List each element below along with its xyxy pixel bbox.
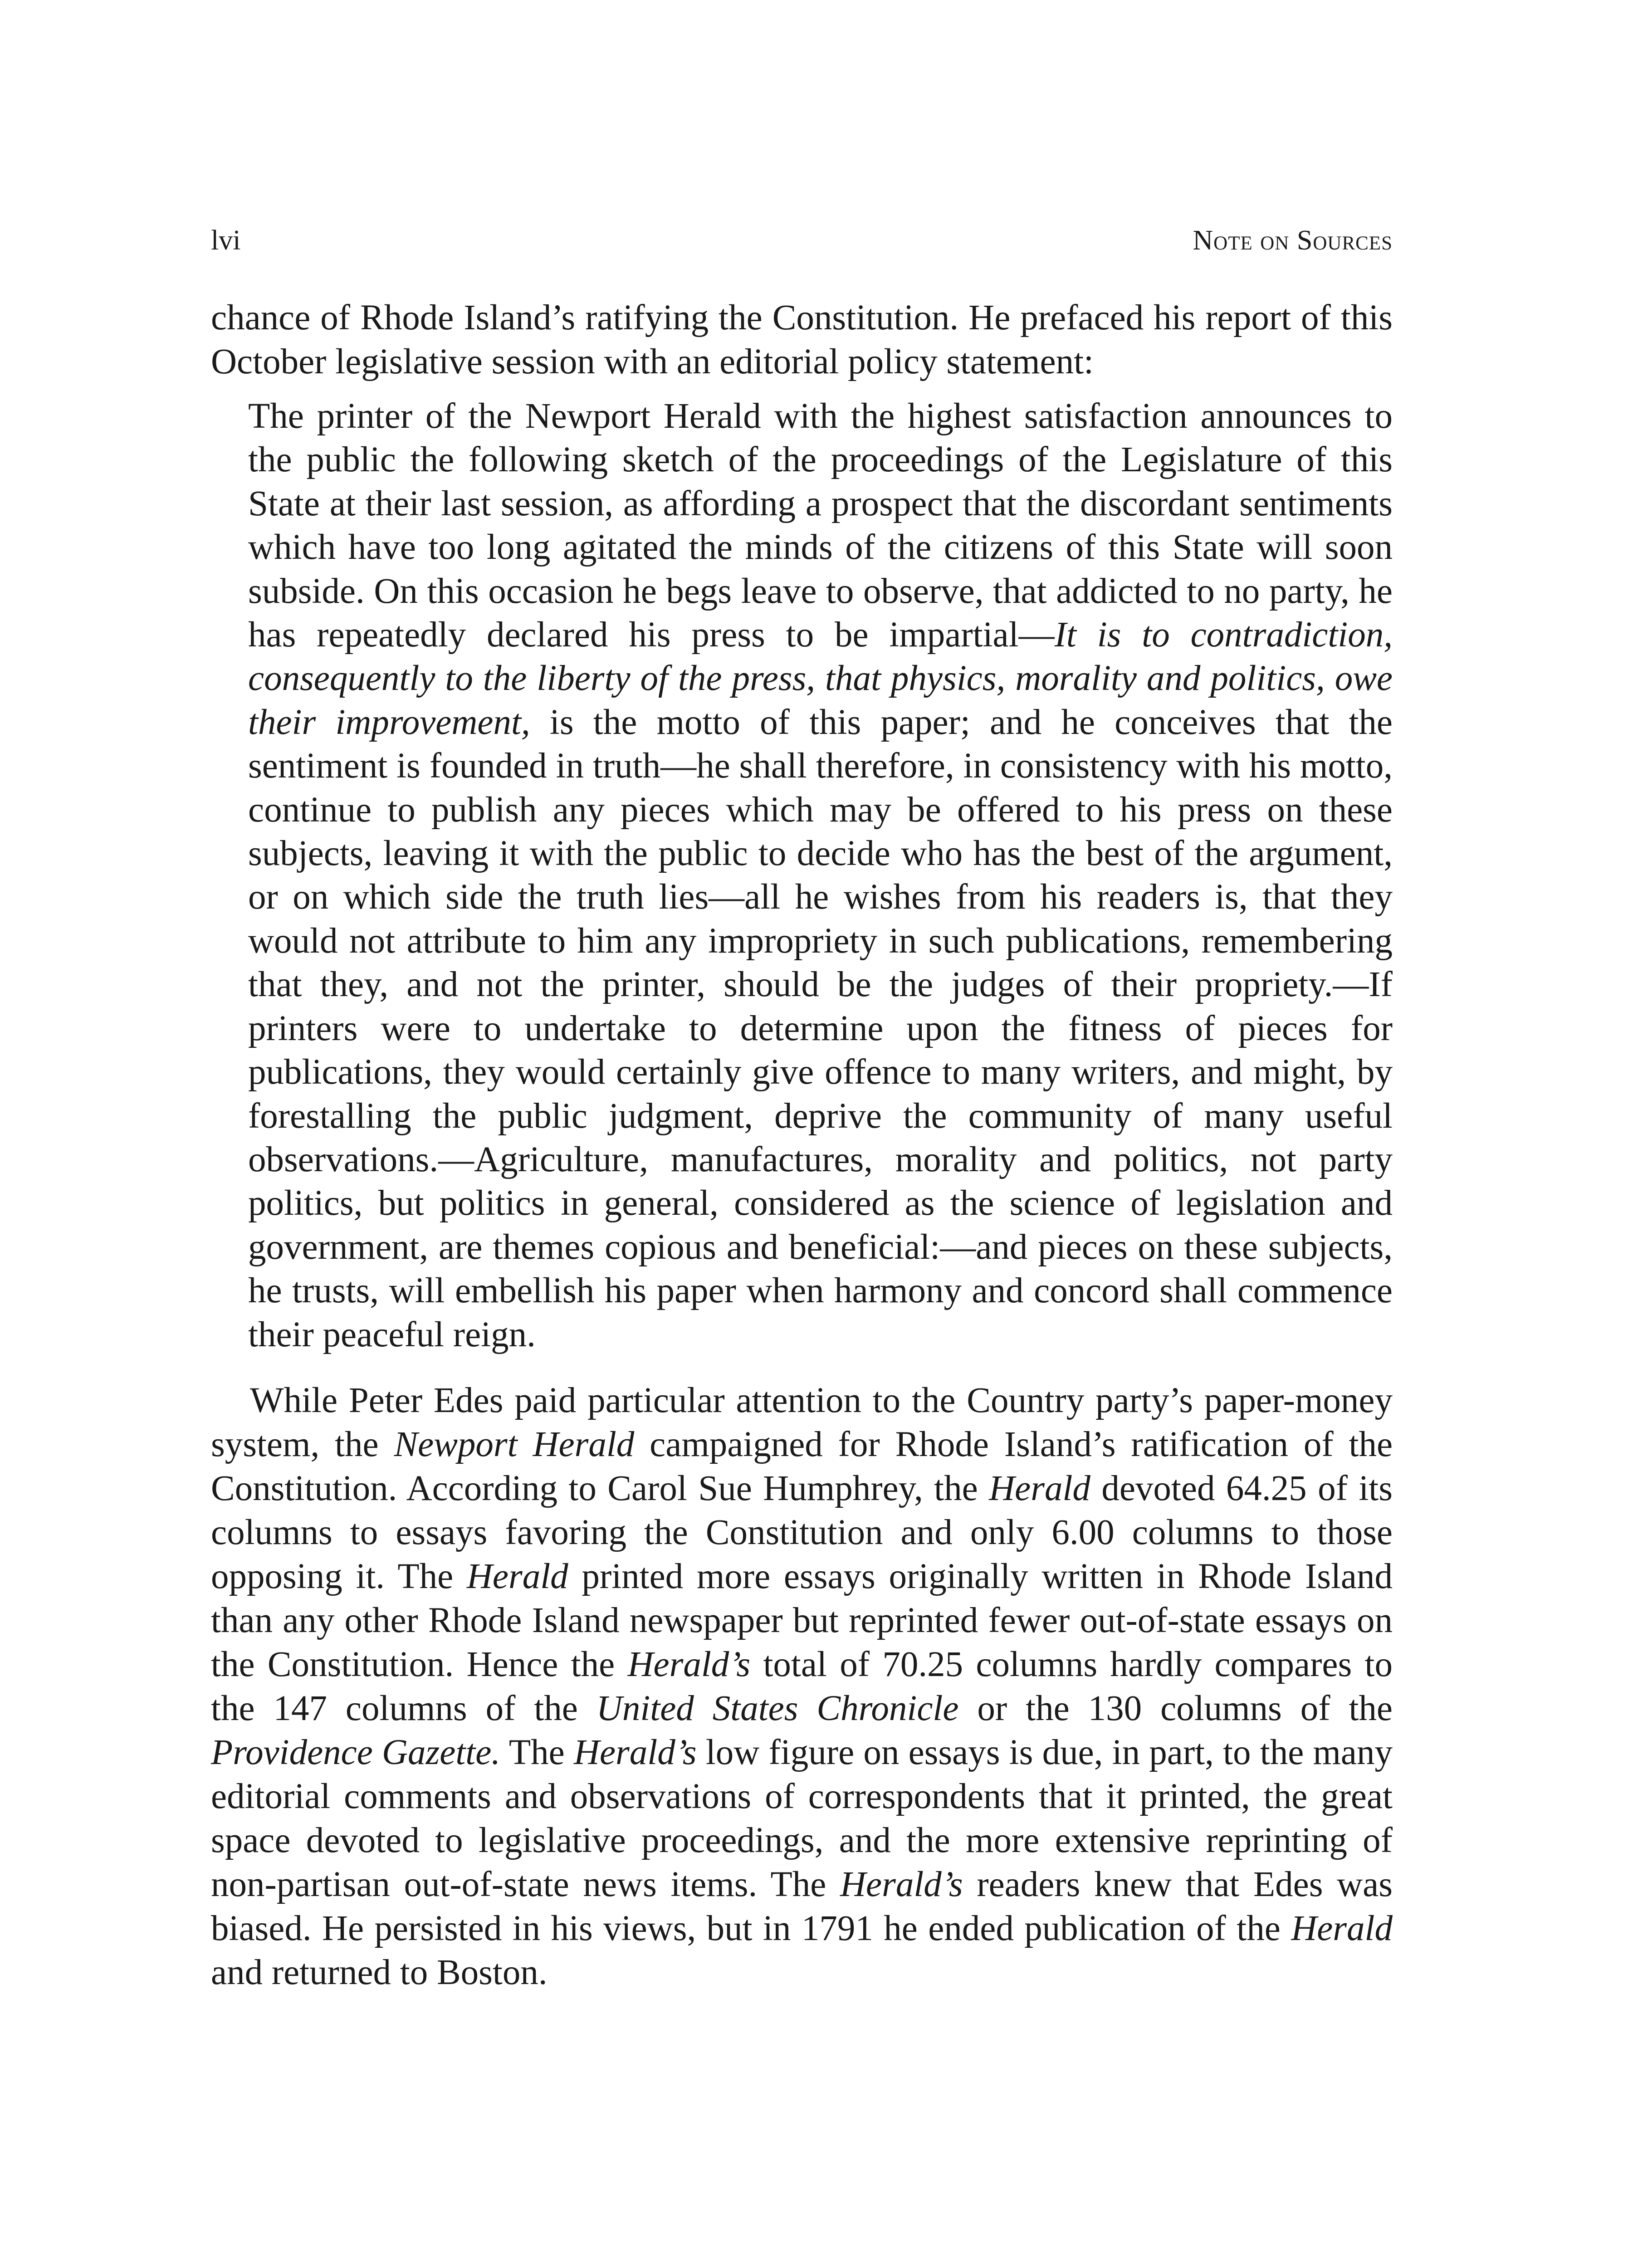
block-quotation [248, 395, 1393, 1357]
running-head [211, 220, 1393, 261]
closing-text: printed more essays originally written in Rhode Island than any other Rhode Island newspaper but reprinted fewer out-of-state essays on the Constitution. Hence the [211, 1556, 1393, 1684]
newspaper-title: Herald [466, 1556, 568, 1596]
quotation-motto: It is to contradiction, consequently to the liberty of the press, that physics, morality and politics, owe their improvement, [248, 615, 1393, 742]
closing-text: devoted 64.25 of its columns to essays favoring the Constitution and only 6.00 columns to those opposing it. The [211, 1468, 1393, 1596]
intro-paragraph: chance of Rhode Island’s ratifying the Constitution. He prefaced his report of this October legislative session with an editorial policy statement: [211, 298, 1393, 381]
newspaper-title: Herald’s [573, 1732, 697, 1772]
closing-text: or the 130 columns of the [958, 1688, 1393, 1728]
closing-text: and returned to Boston. [211, 1952, 548, 1992]
closing-text: low figure on essays is due, in part, to the many editorial comments and observations of correspondents that it printed, the great space devoted to legislative proceedings, and the more extensive reprinting of non-partisan out-of-state news items. The [211, 1732, 1393, 1904]
newspaper-title: Herald [989, 1468, 1090, 1508]
newspaper-title: Providence Gazette. [211, 1732, 501, 1772]
body-text [211, 296, 1393, 1994]
newspaper-title: Herald [1291, 1908, 1393, 1948]
closing-text: campaigned for Rhode Island’s ratification of the Constitution. According to Carol Sue Humphrey, the [211, 1424, 1393, 1508]
newspaper-title: Herald’s [627, 1644, 751, 1684]
closing-text: The [500, 1732, 574, 1772]
quotation-text-part1: The printer of the Newport Herald with the highest satisfaction announces to the public the following sketch of the proceedings of the Legislature of this State at their last session, as affording a prospect that the discordant sentiments which have too long agitated the minds of the citizens of this State will soon subside. On this occasion he begs leave to observe, that addicted to no party, he has repeatedly declared his press to be impartial— [248, 396, 1393, 655]
section-title: Note on Sources [1193, 225, 1393, 256]
newspaper-title: United States Chronicle [596, 1688, 959, 1728]
page-number: lvi [211, 225, 241, 256]
quotation-text-part2: is the motto of this paper; and he conceives that the sentiment is founded in truth—he shall therefore, in consistency with his motto, continue to publish any pieces which may be offered to his press on these subjects, leaving it with the public to decide who has the best of the argument, or on which side the truth lies—all he wishes from his readers is, that they would not attribute to him any impropriety in such publications, remembering that they, and not the printer, should be the judges of their propriety.—If printers were to undertake to determine upon the fitness of pieces for publications, they would certainly give offence to many writers, and might, by forestalling the public judgment, deprive the community of many useful observations.—Agriculture, manufactures, morality and politics, not party politics, but politics in general, considered as the science of legislation and government, are themes copious and beneficial:—and pieces on these subjects, he trusts, will embellish his paper when harmony and concord shall commence their peaceful reign. [248, 702, 1393, 1354]
closing-text: readers knew that Edes was biased. He persisted in his views, but in 1791 he ended publication of the [211, 1864, 1393, 1948]
closing-paragraph [211, 1378, 1393, 1994]
newspaper-title: Herald’s [840, 1864, 963, 1904]
newspaper-title: Newport Herald [394, 1424, 635, 1464]
closing-text: While Peter Edes paid particular attention to the Country party’s paper-money system, the [211, 1380, 1393, 1464]
closing-text: total of 70.25 columns hardly compares to the 147 columns of the [211, 1644, 1393, 1728]
